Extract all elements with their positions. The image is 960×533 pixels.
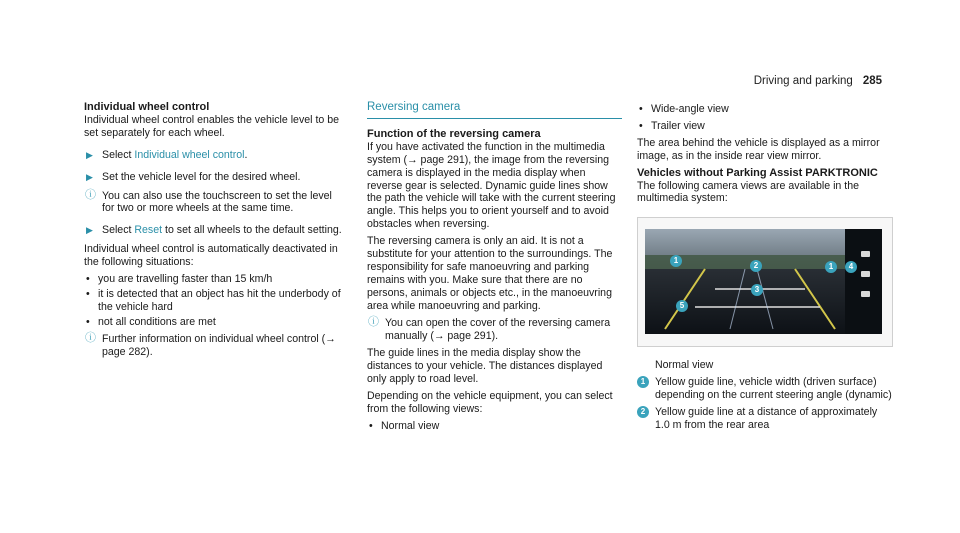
paragraph: The reversing camera is only an aid. It is not a substitute for your attention to the surroundings. The responsibility for safe manoeuvring and parking remains with you. Make sure that there are no persons, animals or objects etc., in the manoeuvring area while manoeuvring and parking. (367, 235, 613, 312)
legend-item-2 (637, 406, 892, 432)
badge-4: 4 (845, 260, 857, 273)
figure-caption: Normal view (655, 359, 714, 372)
badge-1-right: 1 (825, 260, 837, 273)
camera-view-illustration (645, 229, 882, 334)
heading-individual-wheel-control: Individual wheel control (84, 101, 210, 113)
page-number: 285 (862, 75, 882, 87)
intro-text: Individual wheel control enables the vehicle level to be set separately for each wheel. (84, 113, 340, 139)
step-set-level (84, 171, 346, 184)
page-header (754, 75, 882, 87)
header-section: Driving and parking (753, 75, 853, 87)
step-select-wheel-control (84, 149, 346, 162)
step-reset (84, 224, 346, 237)
paragraph: Depending on the vehicle equipment, you can select from the following views: (367, 390, 613, 416)
info-icon: ⓘ (368, 315, 379, 328)
step-arrow-icon: ▶ (86, 225, 93, 236)
badge-icon: 1 (637, 376, 649, 388)
link-reset[interactable]: Reset (134, 224, 163, 237)
camera-figure (637, 217, 893, 347)
paragraph: The area behind the vehicle is displayed as a mirror image, as in the inside rear view mirror. (637, 136, 880, 162)
section-title-reversing-camera: Reversing camera (367, 101, 622, 119)
badge-1: 1 (670, 254, 682, 267)
paragraph: The guide lines in the media display show the distances to your vehicle. The distances displayed only apply to road level. (367, 347, 603, 386)
heading-without-parktronic: Vehicles without Parking Assist PARKTRONIC (637, 166, 878, 179)
step-text-end: to set all wheels to the default setting. (162, 224, 342, 237)
legend-text: Yellow guide line, vehicle width (driven surface) depending on the current steering angle (dynamic) (655, 376, 892, 402)
note-text: You can also use the touchscreen to set the level for two or more wheels at the same time. (102, 189, 332, 215)
info-icon: ⓘ (85, 331, 96, 344)
column-camera-views (637, 103, 892, 436)
step-text: Select (102, 224, 135, 237)
badge-5: 5 (676, 299, 688, 312)
paragraph: The following camera views are available in the multimedia system: (637, 179, 859, 205)
list-item: • Wide-angle view (639, 103, 729, 115)
note-text: Further information on individual wheel control (→ page 282). (102, 332, 336, 358)
column-individual-wheel-control (84, 101, 346, 364)
column-reversing-camera (367, 101, 622, 435)
note-cover (367, 317, 622, 343)
legend-text: Yellow guide line at a distance of approximately 1.0 m from the rear area (655, 406, 878, 431)
step-arrow-icon: ▶ (86, 171, 93, 182)
heading-function: Function of the reversing camera (367, 127, 541, 140)
info-icon: ⓘ (85, 188, 96, 201)
step-text: Set the vehicle level for the desired wheel. (102, 170, 301, 183)
list-item: • Trailer view (639, 119, 705, 132)
note-further-info (84, 333, 346, 359)
step-arrow-icon: ▶ (86, 149, 93, 160)
paragraph: If you have activated the function in the multimedia system (→ page 291), the image from the reversing camera is displayed in the media display when reverse gear is selected. Dynamic guide lines show the path the vehicle will take with the current steering angle. This helps you to orient yourself and to avoid obstacles when reversing. (367, 140, 616, 231)
step-text-end: . (244, 148, 248, 161)
camera-image (645, 229, 882, 334)
deactivation-text: Individual wheel control is automatically deactivated in the following situations: (84, 243, 338, 269)
badge-icon: 2 (637, 406, 649, 418)
note-touchscreen (84, 190, 346, 216)
list-item: • it is detected that an object has hit the underbody of the vehicle hard (86, 287, 341, 313)
link-individual-wheel-control[interactable]: Individual wheel control (134, 148, 245, 161)
badge-2: 2 (750, 259, 762, 272)
list-item: • you are travelling faster than 15 km/h (86, 273, 273, 286)
note-text: You can open the cover of the reversing camera manually (→ page 291). (385, 316, 611, 342)
step-text: Select (102, 148, 135, 161)
badge-3: 3 (751, 283, 763, 296)
list-item: • not all conditions are met (86, 315, 216, 328)
list-item: • Normal view (369, 419, 440, 432)
legend-item-1 (637, 376, 892, 402)
